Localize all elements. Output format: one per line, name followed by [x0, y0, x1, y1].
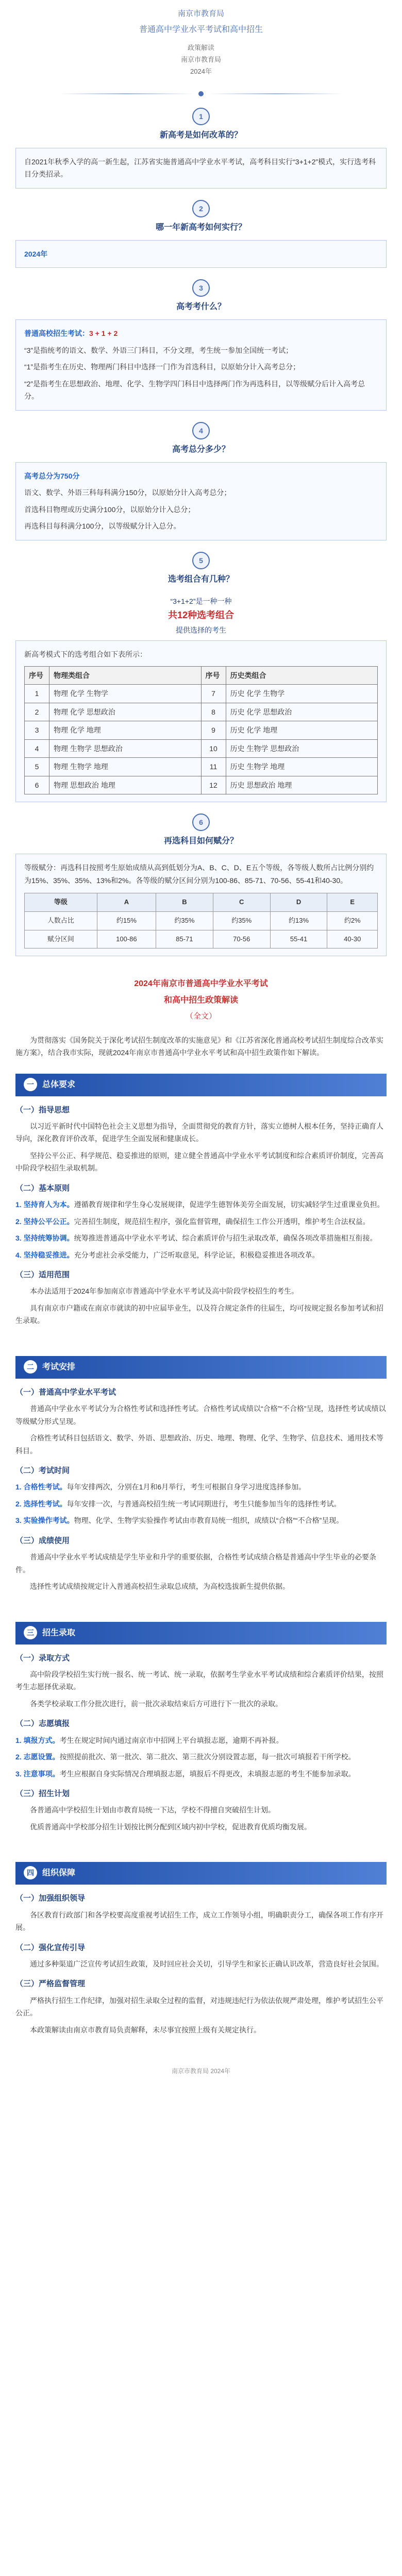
qa-answer-box	[15, 462, 387, 540]
subsection-title: （三）招生计划	[15, 1789, 70, 1798]
combo-header-cell: 历史类组合	[226, 666, 378, 685]
grade-para: 等级赋分：再选科目按照考生原始成绩从高到低划分为A、B、C、D、E五个等级，各等级人数所占比例分别约为15%、35%、35%、13%和2%。各等级的赋分区间分别为100-86、85-71、70-56、55-41和40-30。	[24, 863, 374, 885]
list-item-text: 每年安排两次，分别在1月和6月举行，考生可根据自身学习进度选择参加。	[66, 1483, 306, 1492]
list-item	[15, 1514, 387, 1527]
paragraph: 各普通高中学校招生计划由市教育局统一下达，学校不得擅自突破招生计划。	[30, 1806, 275, 1815]
total-score: 高考总分为750分	[24, 471, 80, 480]
combo-table-body	[25, 685, 378, 794]
combo-header-cell: 序号	[201, 666, 226, 685]
intro-paragraph: 为贯彻落实《国务院关于深化考试招生制度改革的实施意见》和《江苏省深化普通高校考试招生制度综合改革实施方案》，结合我市实际，现就2024年南京市普通高中学业水平考试和高中招生政策作如下解读。	[15, 1036, 383, 1057]
combo-table	[24, 666, 378, 795]
list-item	[15, 1734, 387, 1747]
table-cell: 约35%	[213, 911, 270, 930]
page-footer: 南京市教育局 2024年	[171, 2067, 231, 2075]
table-cell: 9	[201, 721, 226, 740]
grade-table	[24, 893, 378, 948]
table-cell: 历史 生物学 思想政治	[226, 739, 378, 758]
table-row	[25, 911, 378, 930]
score-line: 语文、数学、外语三科每科满分150分，以原始分计入高考总分；	[24, 488, 231, 497]
section-number-badge: 一	[24, 1078, 37, 1091]
table-cell: 约35%	[156, 911, 213, 930]
qa-block-2	[15, 200, 387, 268]
qa-title: 再选科目如何赋分？	[163, 837, 238, 845]
section-title: 招生录取	[42, 1628, 76, 1637]
list-item-label: 3. 注意事项。	[15, 1769, 60, 1778]
list-item	[15, 1198, 387, 1211]
paragraph: 各类学校录取工作分批次进行，前一批次录取结束后方可进行下一批次的录取。	[30, 1699, 282, 1708]
table-cell: 人数占比	[25, 911, 97, 930]
section-number-badge: 二	[24, 1360, 37, 1374]
list-item-label: 4. 坚持稳妥推进。	[15, 1250, 74, 1259]
subsection-title: （二）强化宣传引导	[15, 1943, 86, 1952]
subsection-title: （三）适用范围	[15, 1270, 70, 1279]
qa-title: 哪一年新高考如何实行？	[155, 223, 246, 232]
paragraph: 合格性考试科目包括语文、数学、外语、思想政治、历史、地理、物理、化学、生物学、信息技术、通用技术等科目。	[15, 1434, 383, 1455]
list-item-text: 考生应根据自身实际情况合理填报志愿，填报后不得更改，未填报志愿的考生不能参加录取。	[59, 1769, 356, 1778]
combo-note: 新高考模式下的选考组合如下表所示：	[24, 650, 147, 658]
table-cell: 物理 思想政治 地理	[49, 776, 202, 794]
grade-header-cell: A	[97, 893, 156, 912]
org-line: 南京市教育局	[180, 56, 221, 63]
combo-count: 共12种选考组合	[167, 610, 234, 620]
table-cell: 6	[25, 776, 49, 794]
list-item-text: 每年安排一次，与普通高校招生统一考试同期进行，考生只能参加当年的选择性考试。	[66, 1499, 341, 1508]
doc-banner	[15, 977, 387, 1023]
list-item	[15, 1498, 387, 1511]
subsection-title: （一）录取方式	[15, 1653, 70, 1663]
table-cell: 40-30	[327, 930, 378, 948]
list-item-text: 遵循教育规律和学生身心发展规律，促进学生德智体美劳全面发展，切实减轻学生过重课业负担。	[74, 1200, 384, 1209]
subsection-title: （一）普通高中学业水平考试	[15, 1387, 116, 1397]
combo-box	[15, 640, 387, 802]
subsection-title: （三）成绩使用	[15, 1536, 70, 1545]
section-title: 组织保障	[42, 1869, 76, 1878]
qa-title: 高考总分多少？	[172, 445, 230, 454]
subsection-title: （一）指导思想	[15, 1105, 70, 1114]
subsection-title: （一）加强组织领导	[15, 1894, 86, 1903]
table-cell: 约13%	[270, 911, 327, 930]
table-cell: 历史 生物学 地理	[226, 758, 378, 776]
list-item	[15, 1215, 387, 1228]
subsection-title: （二）考试时间	[15, 1466, 70, 1475]
qa-answer: 自2021年秋季入学的高一新生起，江苏省实施普通高中学业水平考试，高考科目实行“3+1+2”模式，实行选考科目分类招录。	[24, 157, 376, 178]
table-row	[25, 776, 378, 794]
list-item-text: 按照提前批次、第一批次、第二批次、第三批次分别设置志愿，每一批次可填报若干所学校。	[59, 1753, 356, 1761]
qa-answer: 2024年	[24, 249, 48, 258]
table-cell: 11	[201, 758, 226, 776]
table-cell: 历史 化学 思想政治	[226, 703, 378, 721]
paragraph: 以习近平新时代中国特色社会主义思想为指导，全面贯彻党的教育方针，落实立德树人根本任务，坚持正确育人导向，深化教育评价改革，促进学生全面发展和健康成长。	[15, 1122, 383, 1143]
section-title: 考试安排	[42, 1362, 76, 1371]
score-line: 首选科目物理或历史满分100分，以原始分计入总分；	[24, 505, 195, 514]
table-row	[25, 739, 378, 758]
section-spacer	[15, 1331, 387, 1342]
grade-table-body	[25, 911, 378, 948]
qa-answer-box	[15, 240, 387, 268]
list-item-text: 完善招生制度，规范招生程序，强化监督管理，确保招生工作公开透明，维护考生合法权益。	[74, 1217, 370, 1226]
table-cell: 物理 生物学 思想政治	[49, 739, 202, 758]
banner-title-2: 和高中招生政策解读	[163, 996, 238, 1005]
qa-block-5	[15, 552, 387, 803]
table-cell: 约2%	[327, 911, 378, 930]
divider-bar	[209, 93, 343, 94]
list-item-text: 统筹推进普通高中学业水平考试、综合素质评价与招生录取改革，确保各项改革措施相互衔接。	[74, 1234, 377, 1242]
section-title: 总体要求	[42, 1080, 76, 1089]
list-item	[15, 1768, 387, 1781]
table-cell: 历史 化学 地理	[226, 721, 378, 740]
list-item	[15, 1751, 387, 1764]
header-divider	[15, 91, 387, 96]
table-row	[25, 930, 378, 948]
list-item-label: 2. 选择性考试。	[15, 1499, 67, 1508]
issuer-line: 南京市教育局	[177, 9, 224, 18]
qa-block-6	[15, 814, 387, 956]
section-spacer	[15, 1837, 387, 1848]
section-number-badge: 四	[24, 1866, 37, 1879]
subtitle-line: 政策解读	[187, 44, 214, 52]
combo-table-header	[25, 666, 378, 685]
score-line: 再选科目每科满分100分，以等级赋分计入总分。	[24, 522, 181, 530]
paragraph: 选择性考试成绩按规定计入普通高校招生录取总成绩，为高校选拔新生提供依据。	[30, 1582, 290, 1590]
section-header	[15, 1074, 387, 1096]
list-item-label: 3. 坚持统筹协调。	[15, 1234, 74, 1242]
combo-sub: 提供选择的考生	[176, 625, 226, 634]
paragraph: 高中阶段学校招生实行统一报名、统一考试、统一录取，依据考生学业水平考试成绩和综合素质评价结果，按照考生志愿择优录取。	[15, 1670, 383, 1691]
divider-bar	[59, 93, 193, 94]
list-item-label: 2. 志愿设置。	[15, 1753, 60, 1761]
qa-badge: 3	[192, 279, 210, 297]
table-row	[25, 758, 378, 776]
divider-dot	[198, 91, 204, 96]
table-row	[25, 685, 378, 703]
table-cell: 物理 化学 地理	[49, 721, 202, 740]
grade-table-header	[25, 893, 378, 912]
list-item-text: 物理、化学、生物学实验操作考试由市教育局统一组织，成绩以“合格”“不合格”呈现。	[74, 1516, 344, 1525]
list-item-text: 考生在规定时间内通过南京市中招网上平台填报志愿，逾期不再补报。	[59, 1736, 283, 1744]
grade-header-cell: E	[327, 893, 378, 912]
qa-block-3	[15, 279, 387, 411]
table-cell: 7	[201, 685, 226, 703]
qa-block-1	[15, 108, 387, 189]
combo-header-cell: 物理类组合	[49, 666, 202, 685]
section-header	[15, 1622, 387, 1645]
table-cell: 55-41	[270, 930, 327, 948]
list-item	[15, 1481, 387, 1494]
grade-header-cell: 等级	[25, 893, 97, 912]
qa-badge: 6	[192, 814, 210, 831]
page-header	[15, 0, 387, 78]
section-number-badge: 三	[24, 1626, 37, 1639]
qa-badge: 1	[192, 108, 210, 125]
qa-answer-box	[15, 319, 387, 411]
table-cell: 70-56	[213, 930, 270, 948]
paragraph: 本办法适用于2024年参加南京市普通高中学业水平考试及高中阶段学校招生的考生。	[30, 1287, 299, 1296]
qa-badge: 2	[192, 200, 210, 217]
table-cell: 3	[25, 721, 49, 740]
paragraph: 普通高中学业水平考试分为合格性考试和选择性考试。合格性考试成绩以“合格”“不合格”呈现，选择性考试成绩以等级赋分形式呈现。	[15, 1404, 386, 1426]
table-cell: 物理 化学 生物学	[49, 685, 202, 703]
list-item-label: 1. 填报方式。	[15, 1736, 60, 1744]
list-item-text: 充分考虑社会承受能力，广泛听取意见，科学论证，积极稳妥推进各项改革。	[74, 1250, 320, 1259]
table-cell: 100-86	[97, 930, 156, 948]
banner-title-3: （全文）	[185, 1012, 216, 1021]
grade-box	[15, 854, 387, 956]
year-line: 2024年	[190, 67, 212, 75]
table-cell: 85-71	[156, 930, 213, 948]
paragraph: 各区教育行政部门和各学校要高度重视考试招生工作，成立工作领导小组，明确职责分工，确保各项工作有序开展。	[15, 1910, 383, 1931]
list-item-label: 2. 坚持公平公正。	[15, 1217, 74, 1226]
paragraph: 具有南京市户籍或在南京市就读的初中应届毕业生，以及符合规定条件的往届生，均可按规定报名参加考试和招生录取。	[15, 1303, 383, 1325]
qa-title: 选考组合有几种？	[167, 574, 234, 584]
formula-line-2: “2”是指考生在思想政治、地理、化学、生物学四门科目中选择两门作为再选科目，以等级赋分后计入高考总分。	[24, 379, 365, 400]
table-cell: 物理 生物学 地理	[49, 758, 202, 776]
table-row	[25, 721, 378, 740]
banner-title-1: 2024年南京市普通高中学业水平考试	[134, 979, 268, 989]
paragraph: 本政策解读由南京市教育局负责解释，未尽事宜按照上级有关规定执行。	[30, 2025, 261, 2034]
subsection-title: （二）志愿填报	[15, 1719, 70, 1728]
table-row	[25, 703, 378, 721]
table-cell: 赋分区间	[25, 930, 97, 948]
sections-container	[15, 1074, 387, 2051]
table-cell: 历史 思想政治 地理	[226, 776, 378, 794]
table-cell: 12	[201, 776, 226, 794]
title-line: 普通高中学业水平考试和高中招生	[139, 25, 263, 35]
section-spacer	[15, 1597, 387, 1607]
formula-line-1: “1”是指考生在历史、物理两门科目中选择一门作为首选科目，以原始分计入高考总分；	[24, 363, 300, 371]
table-cell: 2	[25, 703, 49, 721]
grade-header-cell: B	[156, 893, 213, 912]
section-header	[15, 1356, 387, 1379]
list-item	[15, 1249, 387, 1262]
list-item	[15, 1232, 387, 1245]
grade-header-cell: D	[270, 893, 327, 912]
paragraph: 通过多种渠道广泛宣传考试招生政策，及时回应社会关切，引导学生和家长正确认识改革，营造良好社会氛围。	[30, 1959, 383, 1968]
qa-badge: 4	[192, 422, 210, 439]
subsection-title: （二）基本原则	[15, 1183, 70, 1193]
subsection-title: （三）严格监督管理	[15, 1979, 86, 1989]
paragraph: 坚持公平公正、科学规范、稳妥推进的原则，建立健全普通高中学业水平考试制度和综合素质评价制度，完善高中阶段学校招生录取机制。	[15, 1151, 383, 1173]
grade-header-cell: C	[213, 893, 270, 912]
paragraph: 普通高中学业水平考试成绩是学生毕业和升学的重要依据，合格性考试成绩合格是普通高中学生毕业的必要条件。	[15, 1553, 376, 1574]
section-header	[15, 1862, 387, 1885]
table-cell: 1	[25, 685, 49, 703]
formula-lead: 普通高校招生考试：	[24, 329, 89, 337]
list-item-label: 1. 坚持育人为本。	[15, 1200, 74, 1209]
paragraph: 严格执行招生工作纪律，加强对招生录取全过程的监督，对违规违纪行为依法依规严肃处理，维护考试招生公平公正。	[15, 1996, 383, 2017]
table-cell: 8	[201, 703, 226, 721]
qa-block-4	[15, 422, 387, 540]
list-item-label: 1. 合格性考试。	[15, 1483, 67, 1492]
table-cell: 物理 化学 思想政治	[49, 703, 202, 721]
combo-header-cell: 序号	[25, 666, 49, 685]
table-cell: 约15%	[97, 911, 156, 930]
combo-formula-line: “3+1+2”是一种一种	[170, 597, 232, 605]
qa-title: 新高考是如何改革的？	[159, 130, 242, 140]
table-cell: 5	[25, 758, 49, 776]
table-cell: 历史 化学 生物学	[226, 685, 378, 703]
qa-title: 高考考什么？	[176, 302, 226, 311]
qa-answer-box	[15, 148, 387, 189]
table-cell: 4	[25, 739, 49, 758]
section-spacer	[15, 2040, 387, 2050]
list-item-label: 3. 实验操作考试。	[15, 1516, 74, 1525]
table-cell: 10	[201, 739, 226, 758]
qa-badge: 5	[192, 552, 210, 569]
combo-formula	[15, 595, 387, 637]
formula-line-3: “3”是指统考的语文、数学、外语三门科目，不分文理，考生统一参加全国统一考试；	[24, 346, 293, 354]
formula: 3 + 1 + 2	[89, 329, 118, 337]
paragraph: 优质普通高中学校部分招生计划按比例分配到区域内初中学校，促进教育优质均衡发展。	[30, 1822, 311, 1831]
